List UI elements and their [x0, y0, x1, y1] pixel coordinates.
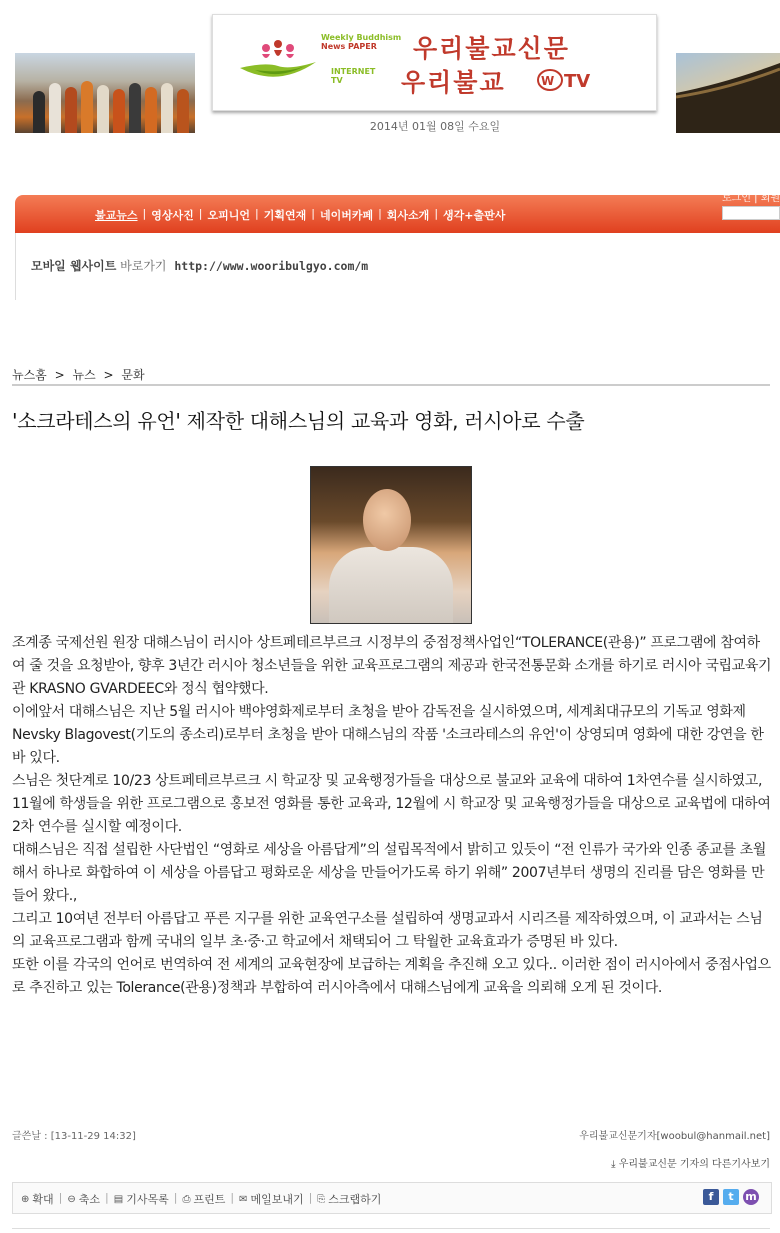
article-tools: [12, 1182, 772, 1214]
nav-item-publisher[interactable]: 생각+출판사: [443, 209, 506, 222]
tool-separator: |: [58, 1191, 63, 1204]
scrap-icon: ⎘: [317, 1193, 326, 1205]
nav-separator: |: [142, 207, 147, 220]
print-icon: ⎙: [182, 1193, 191, 1205]
lotus-logo-icon: [235, 40, 321, 84]
nav-separator: |: [434, 207, 439, 220]
nav-item-video-photo[interactable]: 영상사진: [151, 209, 194, 222]
main-navigation: [15, 195, 780, 233]
zoom-out-button[interactable]: [67, 1191, 100, 1207]
header-photo-right: [676, 53, 780, 133]
header-photo-left: [15, 53, 195, 133]
nav-item-naver-cafe[interactable]: 네이버카페: [319, 209, 374, 222]
article-title: '소크라테스의 유언' 제작한 대해스님의 교육과 영화, 러시아로 수출: [12, 409, 585, 433]
breadcrumb-separator: >: [54, 368, 65, 382]
breadcrumb-divider: [12, 384, 770, 386]
tool-separator: |: [105, 1191, 109, 1204]
mobile-site-link[interactable]: [31, 257, 368, 274]
mobile-site-panel: [15, 233, 780, 300]
logo-english-top: Weekly Buddhism News PAPER: [321, 33, 402, 51]
tv-logo-text: TV: [564, 71, 591, 92]
zoom-out-icon: ⊖: [67, 1193, 76, 1205]
list-icon: ▤: [113, 1193, 124, 1205]
nav-item-about[interactable]: 회사소개: [386, 209, 430, 222]
breadcrumb-news[interactable]: 뉴스: [72, 368, 96, 382]
breadcrumb: [12, 366, 149, 383]
login-link[interactable]: 로그인 | 회원: [722, 193, 780, 204]
nav-separator: |: [378, 207, 382, 220]
author-email[interactable]: 우리불교신문기자[woobul@hanmail.net]: [579, 1131, 770, 1142]
posted-date: 글쓴날 : [13-11-29 14:32]: [12, 1131, 136, 1142]
article-list-label: 기사목록: [126, 1193, 169, 1206]
tool-separator: |: [308, 1191, 313, 1204]
twitter-share-icon[interactable]: t: [723, 1189, 739, 1205]
download-arrow-icon: ⤓: [611, 1159, 616, 1170]
zoom-in-icon: ⊕: [21, 1193, 30, 1205]
nav-item-buddhist-news[interactable]: 불교뉴스: [95, 209, 138, 222]
article-paragraph: 스님은 첫단계로 10/23 상트페테르부르크 시 학교장 및 교육행정가들을 대상으로 불교와 교육에 대하여 1차연수를 실시하였고, 11월에 학생들을 위한 프로그램으로 홍보전 영화를 통한 교육과, 12월에 시 학교장 및 교육행정가들을 대상으로 교육법에 대하여 2차 연수를 실시할 예정이다.: [12, 773, 771, 835]
article-paragraph: 그리고 10여년 전부터 아름답고 푸른 지구를 위한 교육연구소를 설립하여 생명교과서 시리즈를 제작하였으며, 이 교과서는 스님의 교육프로그램과 함께 국내의 일부 초·중·고 학교에서 채택되어 그 탁월한 교육효과가 증명된 바 있다.: [12, 911, 763, 950]
article-paragraph: 또한 이를 각국의 언어로 번역하여 전 세계의 교육현장에 보급하는 계획을 추진해 오고 있다.. 이러한 점이 러시아에서 중점사업으로 추진하고 있는 Tolerance(관용)정책과 부합하여 러시아측에서 대해스님에게 교육을 의뢰해 오게 된 것이다.: [12, 957, 771, 996]
login-input[interactable]: [722, 206, 780, 220]
logo-english-bottom: INTERNET TV: [331, 67, 376, 85]
tool-separator: |: [173, 1191, 178, 1204]
zoom-in-label: 확대: [32, 1193, 54, 1206]
logo-korean-tv: 우리불교: [401, 68, 506, 97]
nav-list: [95, 207, 505, 223]
scrap-button[interactable]: [317, 1191, 381, 1207]
breadcrumb-news-home[interactable]: 뉴스홈: [12, 368, 47, 382]
me2day-share-icon[interactable]: m: [743, 1189, 759, 1205]
more-articles-label: 우리불교신문 기자의 다른기사보기: [618, 1159, 770, 1170]
mail-icon: ✉: [239, 1193, 248, 1205]
logo-korean-newspaper: 우리불교신문: [413, 34, 570, 63]
nav-separator: |: [311, 207, 315, 220]
site-logo[interactable]: [212, 14, 657, 111]
nav-item-opinion[interactable]: 오피니언: [207, 209, 250, 222]
article-list-button[interactable]: [114, 1191, 169, 1207]
mobile-site-label: 모바일 웹사이트: [31, 259, 117, 273]
nav-separator: |: [198, 207, 203, 220]
tool-separator: |: [230, 1191, 235, 1204]
article-paragraph: 이에앞서 대해스님은 지난 5월 러시아 백야영화제로부터 초청을 받아 감독전을 실시하였으며, 세계최대규모의 기독교 영화제 Nevsky Blagovest(기도의 종소리)로부터 초청을 받아 대해스님의 작품 '소크라테스의 유언'이 상영되며 영화에 대한 강연을 한바 있다.: [12, 704, 764, 766]
print-label: 프린트: [193, 1193, 226, 1206]
article-paragraph: 조계종 국제선원 원장 대해스님이 러시아 상트페테르부르크 시정부의 중점정책사업인“TOLERANCE(관용)” 프로그램에 참여하여 줄 것을 요청받아, 향후 3년간 러시아 청소년들을 위한 교육프로그램의 제공과 한국전통문화 소개를 하기로 러시아 국립교육기관 KRASNO GVARDEEC와 정식 협약했다.: [12, 635, 772, 697]
breadcrumb-culture[interactable]: 문화: [121, 368, 145, 382]
article-photo: [310, 466, 472, 624]
current-date: 2014년 01월 08일 수요일: [369, 120, 501, 133]
print-button[interactable]: [182, 1191, 225, 1207]
nav-item-series[interactable]: 기획연재: [263, 209, 307, 222]
breadcrumb-separator: >: [103, 368, 114, 382]
article-paragraph: 대해스님은 직접 설립한 사단법인 “영화로 세상을 아름답게”의 설립목적에서 밝히고 있듯이 “전 인류가 국가와 인종 종교를 초월해서 하나로 화합하여 이 세상을 아름답고 평화로운 세상을 만들어가도록 하기 위해” 2007년부터 생명의 진리를 담은 영화를 만들어 왔다.,: [12, 842, 767, 904]
mobile-site-url[interactable]: http://www.wooribulgyo.com/m: [174, 259, 369, 273]
zoom-in-button[interactable]: [21, 1191, 54, 1207]
article-body: [12, 632, 772, 1000]
send-mail-button[interactable]: [239, 1191, 304, 1207]
scrap-label: 스크랩하기: [328, 1193, 382, 1206]
nav-separator: |: [254, 207, 259, 220]
bottom-divider: [12, 1228, 770, 1229]
login-area: [722, 193, 780, 219]
tv-logo-icon: [536, 68, 626, 92]
send-mail-label: 메일보내기: [250, 1193, 304, 1206]
facebook-share-icon[interactable]: f: [703, 1189, 719, 1205]
svg-text:W: W: [541, 74, 555, 88]
more-articles-link[interactable]: [560, 1155, 770, 1170]
zoom-out-label: 축소: [78, 1193, 101, 1206]
mobile-site-shortcut: 바로가기: [120, 259, 167, 273]
